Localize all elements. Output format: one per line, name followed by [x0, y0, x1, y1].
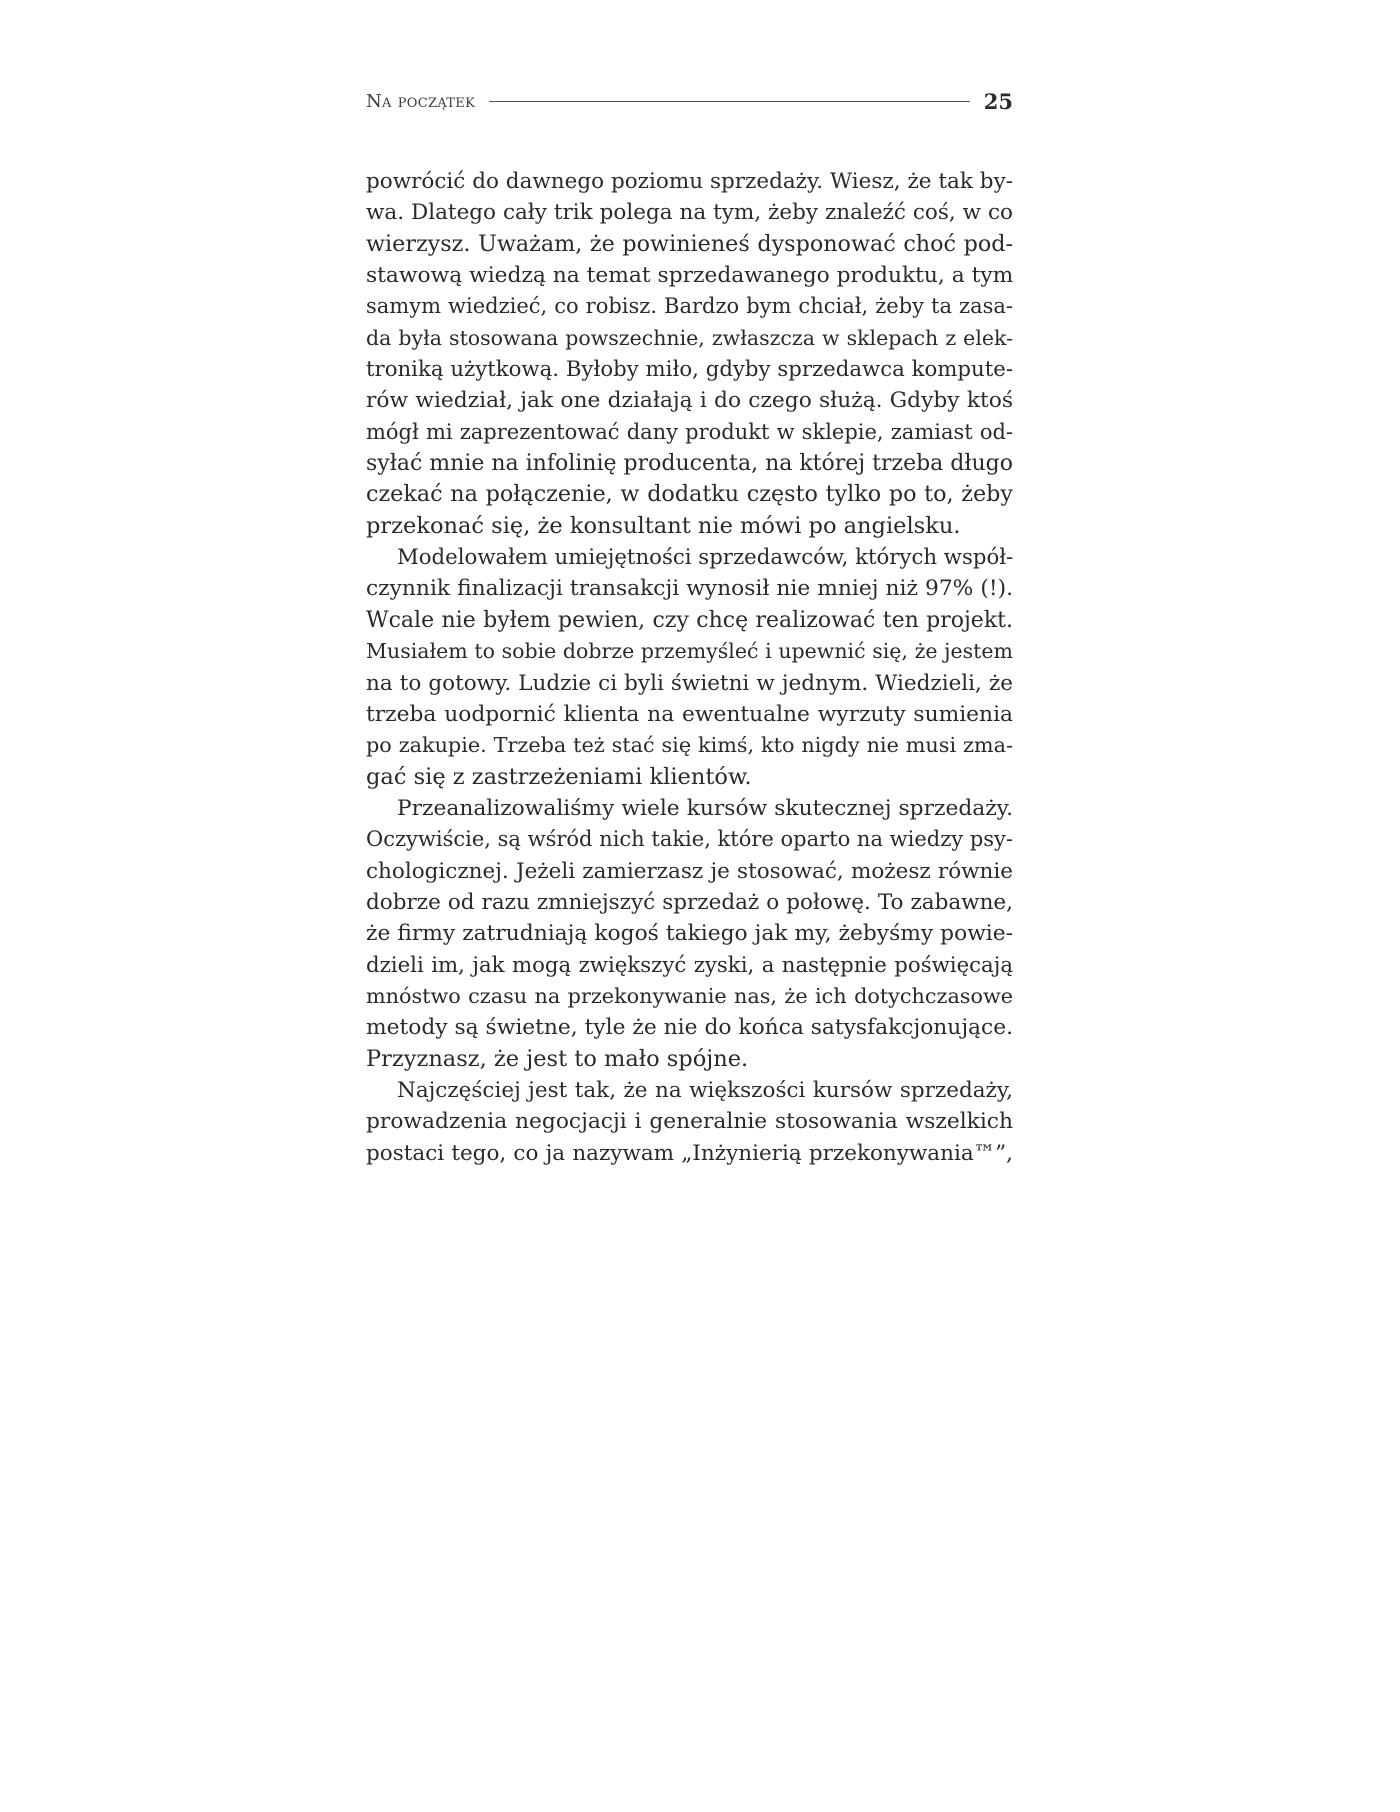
- text-line: przekonać się, że konsultant nie mówi po angielsku.: [366, 512, 961, 539]
- text-line: stawową wiedzą na temat sprzedawanego produktu, a tym: [366, 263, 1014, 289]
- text-line: troniką użytkową. Byłoby miło, gdyby sprzedawca kompute-: [366, 357, 1013, 383]
- text-line: Najczęściej jest tak, że na większości kursów sprzedaży,: [397, 1077, 1013, 1103]
- text-line: czynnik finalizacji transakcji wynosił nie mniej niż 97% (!).: [366, 576, 1013, 602]
- text-line: po zakupie. Trzeba też stać się kimś, kto nigdy nie musi zma-: [366, 733, 1013, 758]
- text-line: powrócić do dawnego poziomu sprzedaży. Wiesz, że tak by-: [366, 169, 1013, 194]
- text-line: dzieli im, jak mogą zwiększyć zyski, a następnie poświęcają: [366, 952, 1013, 978]
- header-rule: [489, 101, 970, 102]
- text-line: da była stosowana powszechnie, zwłaszcza w sklepach z elek-: [366, 325, 1013, 350]
- text-line: Przeanalizowaliśmy wiele kursów skutecznej sprzedaży.: [397, 795, 1013, 821]
- text-line: samym wiedzieć, co robisz. Bardzo bym chciał, żeby ta zasa-: [366, 294, 1013, 319]
- text-line: mnóstwo czasu na przekonywanie nas, że ich dotychczasowe: [366, 983, 1013, 1008]
- text-line: chologicznej. Jeżeli zamierzasz je stosować, możesz równie: [366, 858, 1013, 884]
- text-line: wa. Dlatego cały trik polega na tym, żeby znaleźć coś, w co: [366, 200, 1013, 226]
- body-text: [366, 166, 1013, 1169]
- text-line: rów wiedział, jak one działają i do czego służą. Gdyby ktoś: [366, 388, 1013, 414]
- text-line: Musiałem to sobie dobrze przemyśleć i upewnić się, że jestem: [366, 639, 1013, 664]
- text-line: gać się z zastrzeżeniami klientów.: [366, 763, 752, 790]
- text-line: Wcale nie byłem pewien, czy chcę realizować ten projekt.: [366, 607, 1013, 633]
- text-line: metody są świetne, tyle że nie do końca satysfakcjonujące.: [366, 1015, 1013, 1041]
- text-line: Modelowałem umiejętności sprzedawców, których współ-: [397, 545, 1014, 571]
- text-line: postaci tego, co ja nazywam „Inżynierią przekonywania™”,: [366, 1140, 1013, 1166]
- text-line: Przyznasz, że jest to mało spójne.: [366, 1045, 749, 1072]
- text-line: na to gotowy. Ludzie ci byli świetni w jednym. Wiedzieli, że: [366, 670, 1013, 696]
- page-number: 25: [983, 88, 1013, 114]
- text-line: mógł mi zaprezentować dany produkt w sklepie, zamiast od-: [366, 419, 1013, 444]
- text-line: Oczywiście, są wśród nich takie, które oparto na wiedzy psy-: [366, 827, 1013, 852]
- text-line: czekać na połączenie, w dodatku często tylko po to, żeby: [366, 481, 1013, 508]
- text-line: wierzysz. Uważam, że powinieneś dysponować choć pod-: [366, 230, 1013, 257]
- running-title: Na początek: [366, 90, 476, 112]
- text-line: prowadzenia negocjacji i generalnie stosowania wszelkich: [366, 1109, 1013, 1135]
- text-line: trzeba uodpornić klienta na ewentualne wyrzuty sumienia: [366, 701, 1013, 727]
- text-line: że firmy zatrudniają kogoś takiego jak my, żebyśmy powie-: [366, 921, 1013, 947]
- running-header: [366, 86, 1013, 116]
- text-line: dobrze od razu zmniejszyć sprzedaż o połowę. To zabawne,: [366, 889, 1013, 915]
- text-line: syłać mnie na infolinię producenta, na której trzeba długo: [366, 451, 1013, 477]
